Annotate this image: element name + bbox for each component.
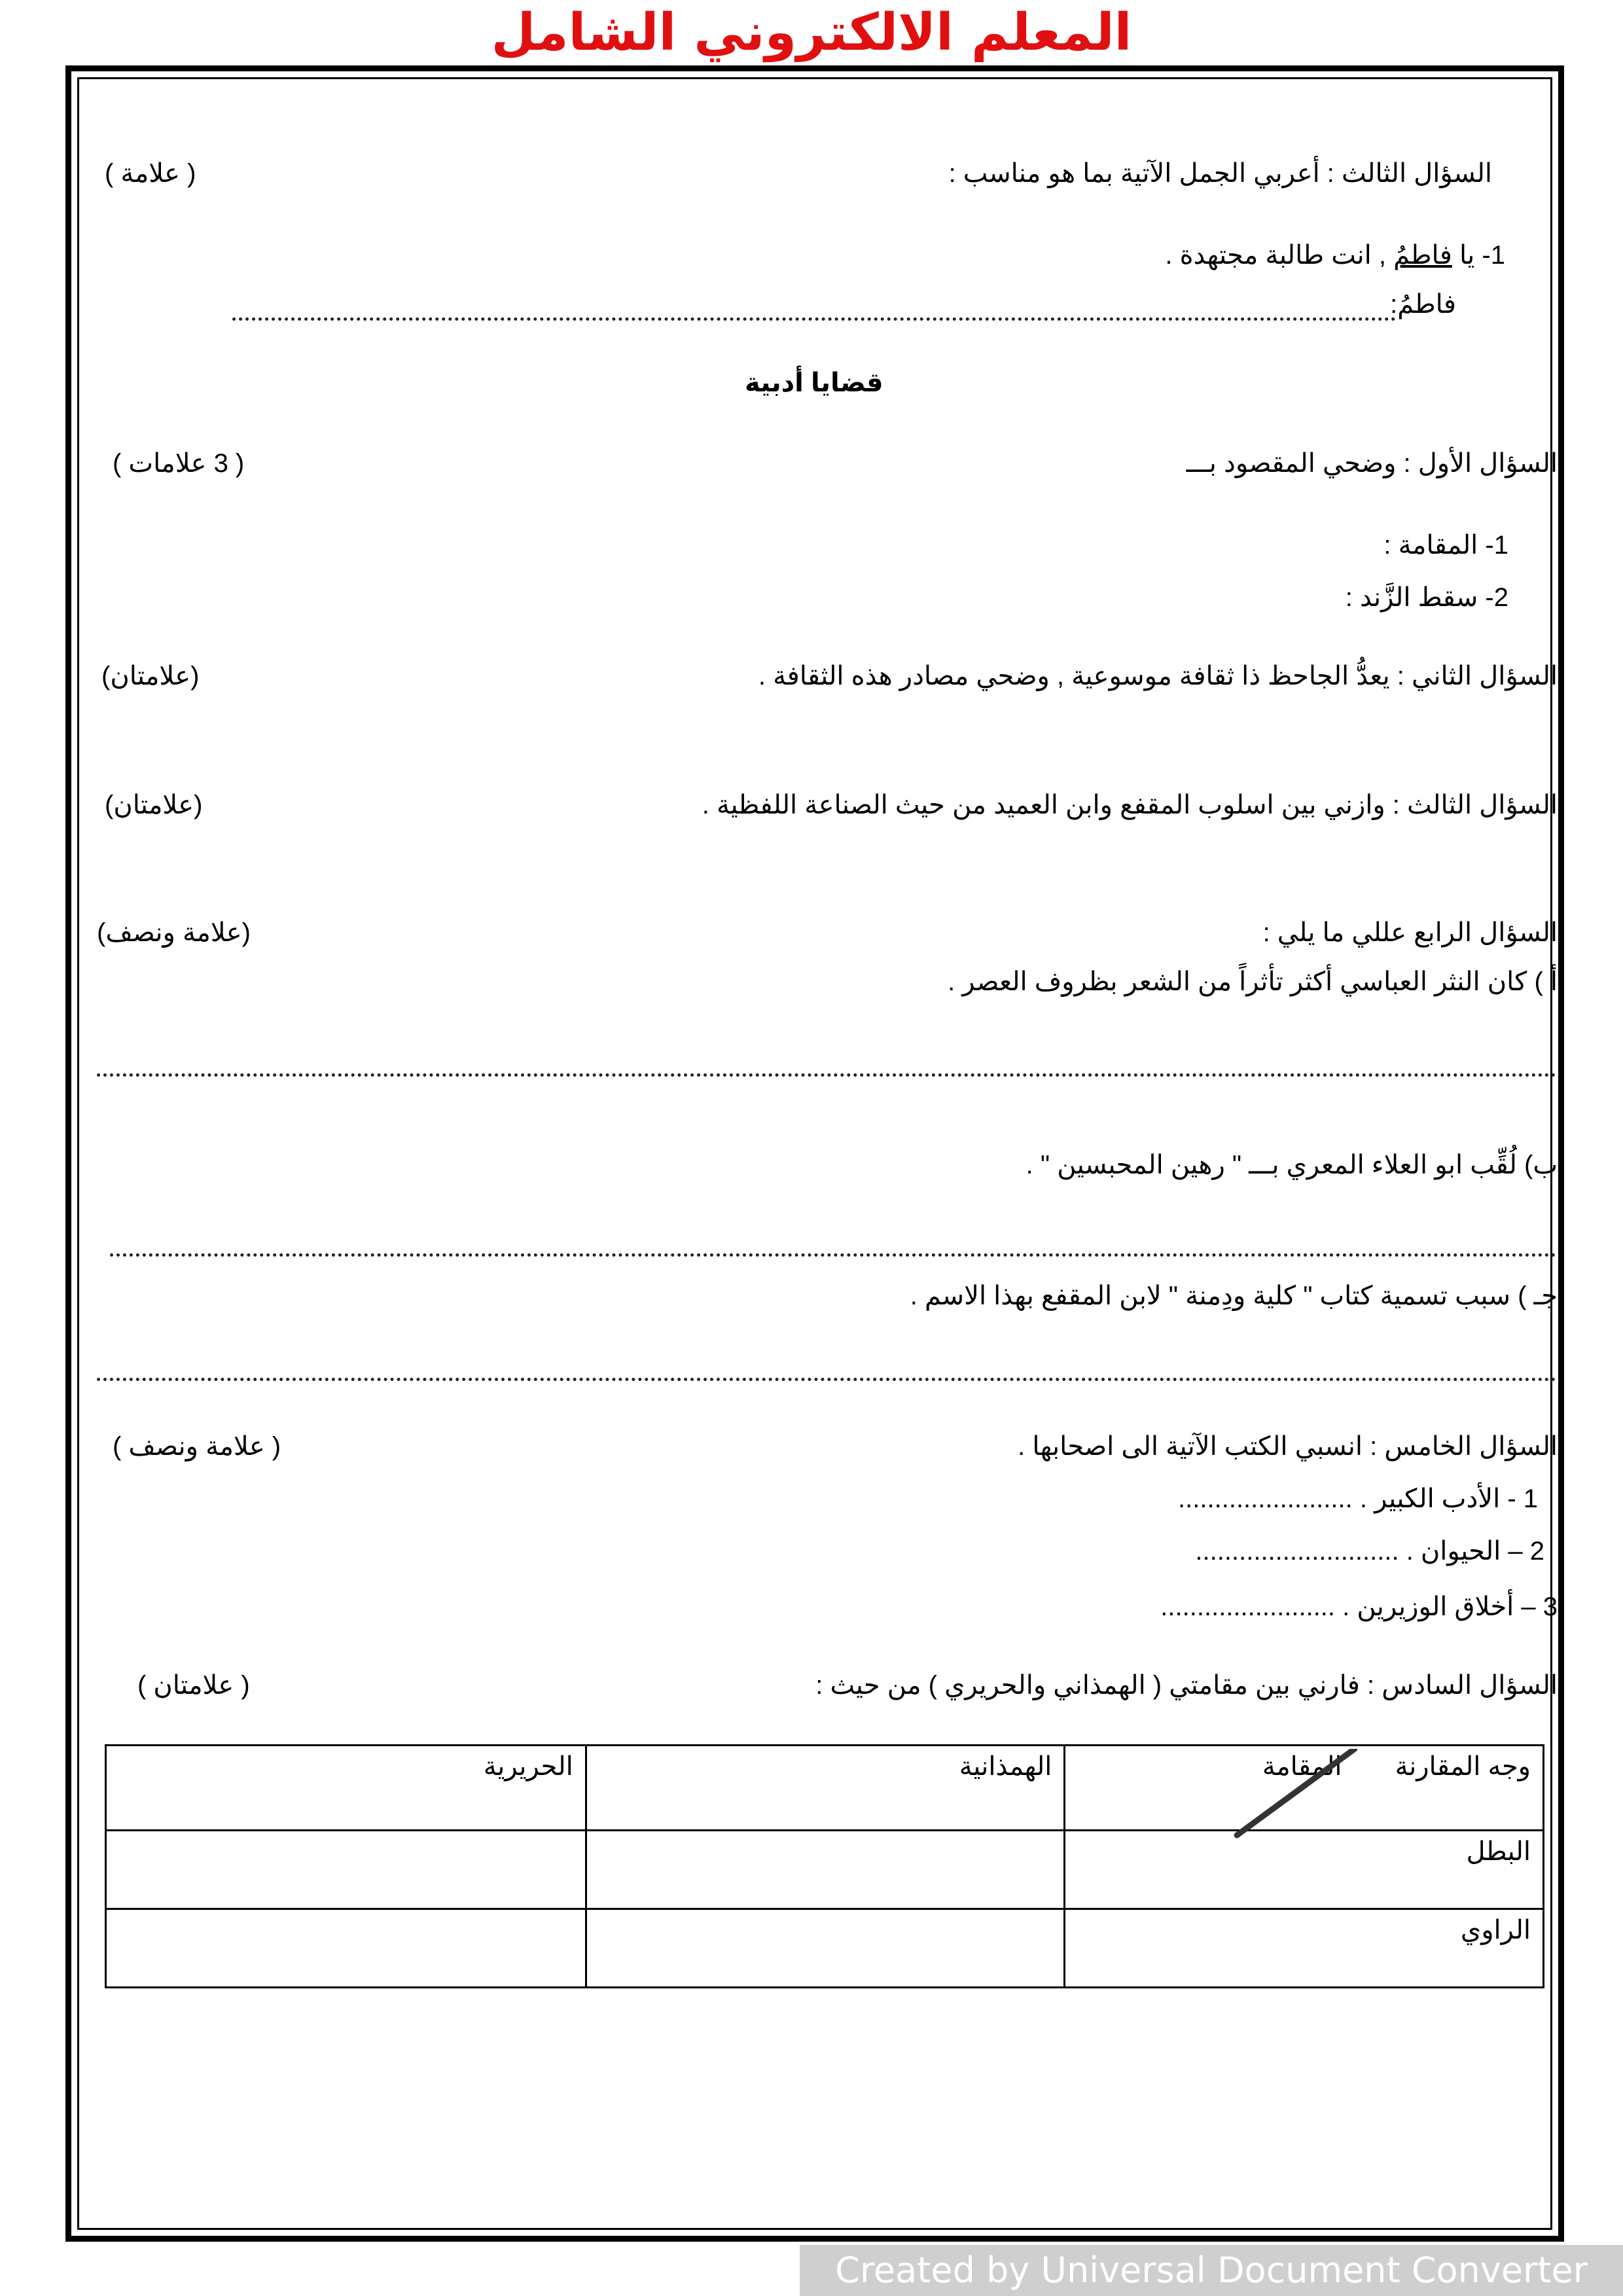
- q5-marks: ( علامة ونصف ): [113, 1432, 281, 1461]
- table-row-label-hero: البطل: [1065, 1831, 1544, 1909]
- q1-title: السؤال الأول : وضحي المقصود بـــ: [1186, 449, 1558, 478]
- item-text: سقط الزَّند :: [1345, 583, 1478, 612]
- table-cell[interactable]: [586, 1831, 1065, 1909]
- grammar-answer-label: فاطمُ:: [1390, 290, 1456, 319]
- item-number: 1-: [1482, 241, 1505, 270]
- watermark: Created by Universal Document Converter: [800, 2245, 1623, 2296]
- q3-title: السؤال الثالث : وازني بين اسلوب المقفع وابن العميد من حيث الصناعة اللفظية .: [702, 791, 1558, 819]
- table-col-hamadhani: الهمذانية: [586, 1746, 1065, 1831]
- q1-item-1: [1383, 529, 1508, 562]
- item-text: الحيوان . ............................: [1195, 1537, 1508, 1566]
- q1-item-2: [1346, 581, 1508, 614]
- q4-part-c: جـ ) سبب تسمية كتاب " كلية ودِمنة " لابن المقفع بهذا الاسم .: [910, 1282, 1558, 1310]
- q5-title: السؤال الخامس : انسبي الكتب الآتية الى اصحابها .: [1018, 1432, 1558, 1461]
- q5-item-3: [1160, 1590, 1558, 1623]
- table-row: [106, 1831, 1544, 1909]
- item-target-word: فاطمُ: [1393, 241, 1452, 270]
- q1-marks: ( 3 علامات ): [113, 449, 245, 478]
- q2-title: السؤال الثاني : يعدُّ الجاحظ ذا ثقافة موسوعية , وضحي مصادر هذه الثقافة .: [758, 662, 1558, 691]
- item-text: الأدب الكبير . ........................: [1178, 1484, 1508, 1513]
- item-number: 1 -: [1507, 1484, 1538, 1513]
- q4-part-b: ب) لُقِّب ابو العلاء المعري بـــ " رهين المحبسين " .: [1026, 1151, 1558, 1179]
- q3-marks: (علامتان): [105, 791, 203, 819]
- answer-line[interactable]: [97, 1378, 1556, 1381]
- corner-label-maqama: المقامة: [1262, 1752, 1342, 1781]
- item-suffix: , انت طالبة مجتهدة .: [1165, 241, 1394, 270]
- table-row: [106, 1909, 1544, 1988]
- item-prefix: يا: [1452, 241, 1475, 270]
- section-title: قضايا أدبية: [745, 368, 883, 397]
- q4-marks: (علامة ونصف): [97, 918, 251, 947]
- site-title: المعلم الالكتروني الشامل: [491, 3, 1132, 62]
- q6-marks: ( علامتان ): [137, 1671, 250, 1700]
- item-number: 1-: [1485, 531, 1508, 560]
- table-row-label-narrator: الراوي: [1065, 1909, 1544, 1988]
- q4-title: السؤال الرابع عللي ما يلي :: [1262, 918, 1558, 947]
- q2-marks: (علامتان): [101, 662, 200, 691]
- grammar-question-marks: ( علامة ): [105, 159, 196, 188]
- answer-line[interactable]: [97, 1073, 1556, 1077]
- grammar-item-1: [1165, 239, 1505, 272]
- q5-item-1: [1178, 1482, 1538, 1515]
- q4-part-a: أ ) كان النثر العباسي أكثر تأثراً من الشعر بظروف العصر .: [948, 967, 1558, 996]
- item-number: 3 –: [1521, 1592, 1558, 1621]
- table-col-hariri: الحريرية: [106, 1746, 586, 1831]
- grammar-question-title: السؤال الثالث : أعربي الجمل الآتية بما هو مناسب :: [948, 159, 1492, 188]
- answer-line[interactable]: [110, 1253, 1556, 1257]
- table-cell[interactable]: [586, 1909, 1065, 1988]
- q5-item-2: [1195, 1535, 1544, 1568]
- item-number: 2-: [1485, 583, 1508, 612]
- answer-line[interactable]: [232, 317, 1396, 321]
- corner-label-aspect: وجه المقارنة: [1395, 1752, 1531, 1781]
- item-text: أخلاق الوزيرين . ........................: [1160, 1592, 1522, 1621]
- table-cell[interactable]: [106, 1831, 586, 1909]
- diagonal-divider: [1230, 1749, 1361, 1840]
- item-number: 2 –: [1508, 1537, 1544, 1566]
- q6-title: السؤال السادس : فارني بين مقامتي ( الهمذاني والحريري ) من حيث :: [815, 1671, 1558, 1700]
- item-text: المقامة :: [1383, 531, 1478, 560]
- table-cell[interactable]: [106, 1909, 586, 1988]
